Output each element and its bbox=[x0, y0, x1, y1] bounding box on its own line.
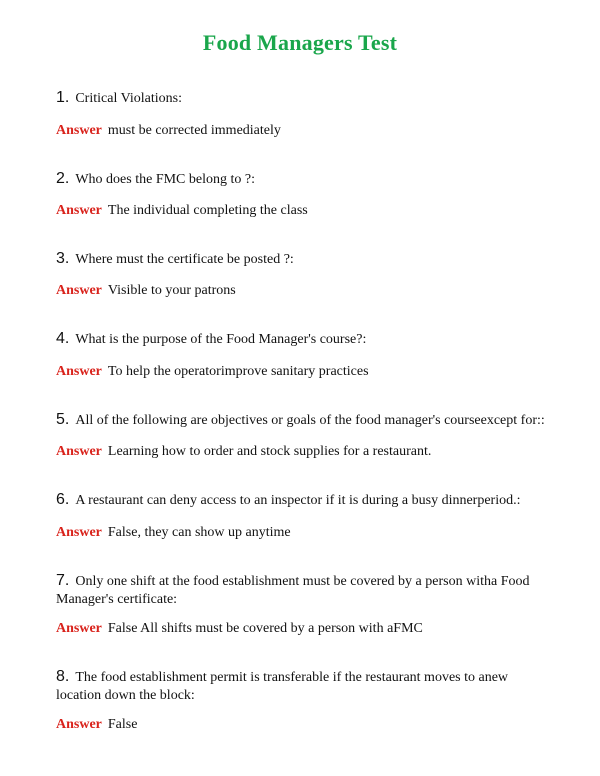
question-5 bbox=[56, 411, 556, 430]
answer-label: Answer bbox=[56, 283, 102, 298]
question-text: A restaurant can deny access to an inspector if it is during a busy dinnerperiod.: bbox=[75, 493, 521, 508]
answer-text: must be corrected immediately bbox=[107, 123, 281, 138]
answer-label: Answer bbox=[56, 203, 102, 218]
answer-6 bbox=[56, 524, 576, 542]
question-8 bbox=[56, 668, 556, 705]
answer-label: Answer bbox=[56, 717, 102, 732]
question-number: 5. bbox=[56, 411, 70, 428]
answer-text: The individual completing the class bbox=[107, 203, 308, 218]
question-text: All of the following are objectives or goals of the food manager's courseexcept for:: bbox=[75, 413, 545, 428]
question-text: Critical Violations: bbox=[75, 91, 182, 106]
answer-text: False bbox=[107, 717, 138, 732]
question-number: 4. bbox=[56, 330, 70, 347]
answer-text: False All shifts must be covered by a person with aFMC bbox=[107, 621, 423, 636]
answer-text: To help the operatorimprove sanitary practices bbox=[107, 364, 369, 379]
question-text: Who does the FMC belong to ?: bbox=[75, 172, 255, 187]
question-text: The food establishment permit is transferable if the restaurant moves to anew location down the block: bbox=[56, 670, 509, 703]
question-4 bbox=[56, 330, 556, 349]
question-number: 2. bbox=[56, 170, 70, 187]
question-3 bbox=[56, 250, 556, 269]
question-text: What is the purpose of the Food Manager's course?: bbox=[75, 332, 367, 347]
answer-text: Learning how to order and stock supplies for a restaurant. bbox=[107, 444, 432, 459]
answer-text: Visible to your patrons bbox=[107, 283, 236, 298]
question-number: 6. bbox=[56, 491, 70, 508]
question-7 bbox=[56, 572, 556, 609]
question-number: 7. bbox=[56, 572, 70, 589]
answer-label: Answer bbox=[56, 621, 102, 636]
question-text: Where must the certificate be posted ?: bbox=[75, 252, 294, 267]
question-number: 1. bbox=[56, 89, 70, 106]
question-number: 3. bbox=[56, 250, 70, 267]
question-1 bbox=[56, 89, 556, 108]
answer-1 bbox=[56, 122, 576, 140]
answer-text: False, they can show up anytime bbox=[107, 525, 291, 540]
answer-label: Answer bbox=[56, 364, 102, 379]
answer-label: Answer bbox=[56, 123, 102, 138]
answer-5 bbox=[56, 443, 576, 461]
answer-8 bbox=[56, 716, 576, 734]
answer-label: Answer bbox=[56, 525, 102, 540]
answer-label: Answer bbox=[56, 444, 102, 459]
answer-2 bbox=[56, 202, 576, 220]
answer-4 bbox=[56, 363, 576, 381]
answer-3 bbox=[56, 282, 576, 300]
question-text: Only one shift at the food establishment must be covered by a person witha Food Manager's certificate: bbox=[56, 574, 530, 607]
answer-7 bbox=[56, 620, 576, 638]
question-6 bbox=[56, 491, 556, 510]
question-number: 8. bbox=[56, 668, 70, 685]
page-title: Food Managers Test bbox=[202, 30, 398, 55]
question-2 bbox=[56, 170, 556, 189]
